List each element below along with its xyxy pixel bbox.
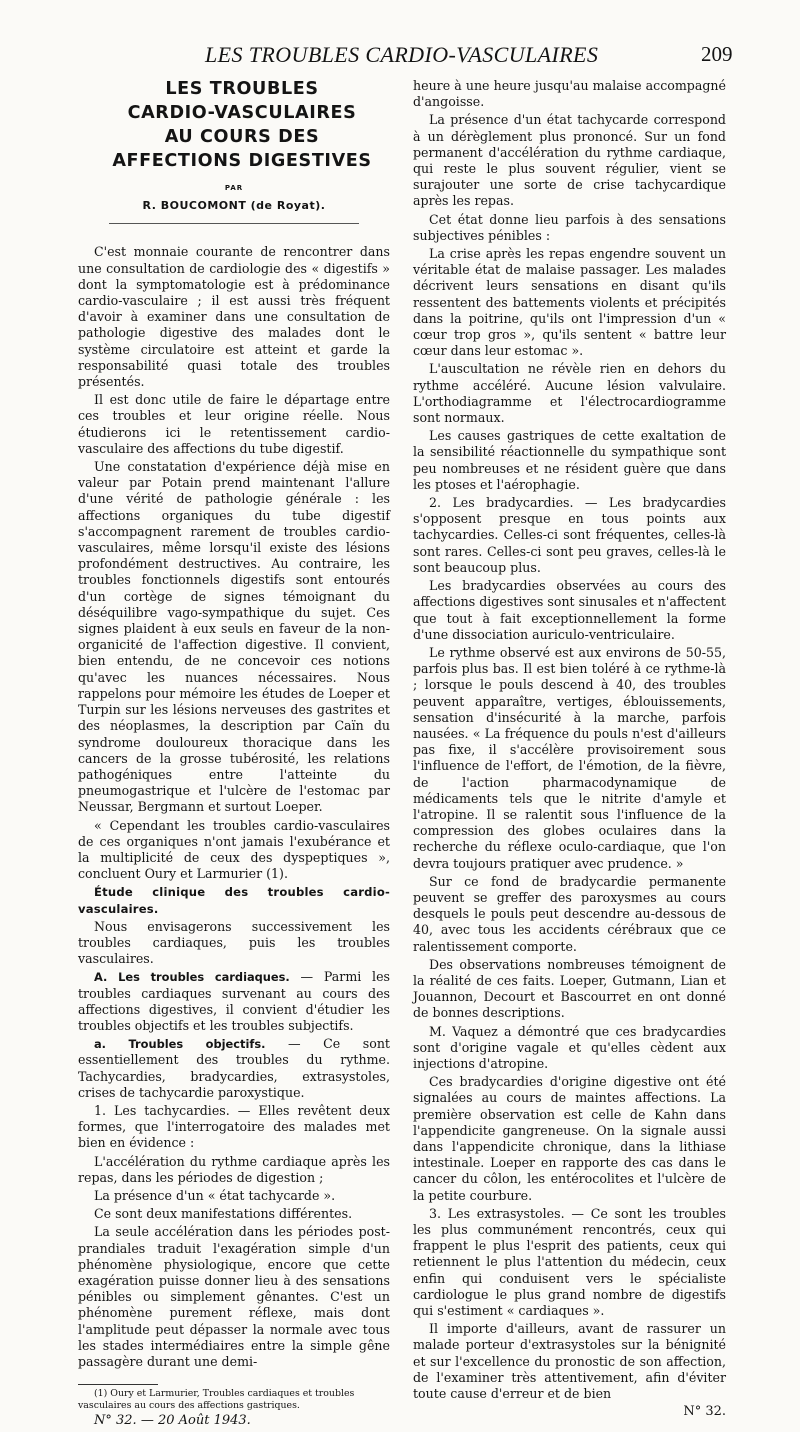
title-rule (109, 223, 359, 224)
paragraph: 3. Les extrasystoles. — Ce sont les troubles les plus communément rencontrés, ceux qui frappent le plus l'esprit des patients, ceux qui retiennent le plus l'attention du médecin, ceux enfin qui conduisent vers le spécialiste cardiologue le plus grand nombre de digestifs qui s'estiment « cardiaques ». (413, 1205, 726, 1319)
article-title (78, 78, 390, 172)
byline-par: PAR (224, 184, 244, 192)
paragraph: heure à une heure jusqu'au malaise accompagné d'angoisse. (413, 78, 726, 110)
issue-line: N° 32. — 20 Août 1943. (94, 1413, 251, 1429)
paragraph: Nous envisagerons successivement les troubles cardiaques, puis les troubles vasculaires. (78, 918, 390, 967)
author: R. BOUCOMONT (de Royat). (142, 199, 326, 213)
subsection-text: — Ce sont essentiellement des troubles du rythme. Tachycardies, bradycardies, extrasystoles, crises de tachycardie paroxystique. (78, 1036, 390, 1100)
title-line: CARDIO-VASCULAIRES (127, 103, 357, 123)
paragraph: La présence d'un état tachycarde correspond à un dérèglement plus prononcé. Sur un fond permanent d'accélération du rythme cardiaque, qui reste le plus souvent régulier, vient se surajouter une sorte de crise tachycardique après les repas. (413, 112, 726, 209)
paragraph: La crise après les repas engendre souvent un véritable état de malaise passager. Les malades décrivent leurs sensations en disant qu'ils ressentent des battements violents et précipités dans la poitrine, qu'ils ont l'impression d'un « cœur trop gros », qu'ils sentent « battre leur cœur dans leur estomac ». (413, 246, 726, 359)
paragraph: L'accélération du rythme cardiaque après les repas, dans les périodes de digestion ; (78, 1153, 390, 1185)
paragraph: La seule accélération dans les périodes post-prandiales traduit l'exagération simple d'un phénomène physiologique, encore que cette exagération puisse donner lieu à des sensations pénibles ou simplement gênantes. C'est un phénomène purement réflexe, mais dont l'amplitude peut dépasser la normale avec tous les stades intermédiaires entre la simple gêne passagère durant une demi- (78, 1224, 390, 1370)
paragraph (78, 1036, 390, 1101)
footnote-rule (78, 1384, 158, 1385)
paragraph: Sur ce fond de bradycardie permanente peuvent se greffer des paroxysmes au cours desquels le pouls peut descendre au-dessous de 40, avec tous les accidents cérébraux que ce ralentissement comporte. (413, 873, 726, 954)
paragraph: Ces bradycardies d'origine digestive ont été signalées au cours de maintes affections. La première observation est celle de Kahn dans l'appendicite gangreneuse. On la signale aussi dans l'appendicite chronique, dans la lithiase intestinale. Loeper en rapporte des cas dans le cancer du côlon, les entérocolites et l'ulcère de la petite courbure. (413, 1074, 726, 1203)
paragraph: Le rythme observé est aux environs de 50-55, parfois plus bas. Il est bien toléré à ce rythme-là ; lorsque le pouls descend à 40, des troubles peuvent apparaître, vertiges, éblouissements, sensation d'insécurité à la marche, parfois nausées. « La fréquence du pouls n'est d'ailleurs pas fixe, il s'accélère provisoirement sous l'influence de l'effort, de l'émotion, de la fièvre, de l'action pharmacodynamique de médicaments tels que le nitrite d'amyle et l'atropine. Il se ralentit sous l'influence de la compression des globes oculaires dans la recherche du réflexe oculo-cardiaque, que l'on devra toujours pratiquer avec prudence. » (413, 644, 726, 871)
paragraph: Les bradycardies observées au cours des affections digestives sont sinusales et n'affectent que tout à fait exceptionnellement la forme d'une dissociation auriculo-ventriculaire. (413, 578, 726, 642)
subsection-text: — Parmi les troubles cardiaques survenant au cours des affections digestives, il convient d'étudier les troubles objectifs et les troubles subjectifs. (78, 969, 390, 1033)
paragraph: Il est donc utile de faire le départage entre ces troubles et leur origine réelle. Nous étudierons ici le retentissement cardio-vasculaire des affections du tube digestif. (78, 392, 390, 456)
left-column (78, 78, 390, 1432)
paragraph: L'auscultation ne révèle rien en dehors du rythme accéléré. Aucune lésion valvulaire. L'orthodiagramme et l'électrocardiogramme sont normaux. (413, 361, 726, 426)
paragraph: « Cependant les troubles cardio-vasculaires de ces organiques n'ont jamais l'exubérance et la multiplicité de ceux des dyspeptiques », concluent Oury et Larmurier (1). (78, 817, 390, 882)
paragraph: Les causes gastriques de cette exaltation de la sensibilité réactionnelle du sympathique sont peu nombreuses et ne résident guère que dans les ptoses et l'aérophagie. (413, 428, 726, 492)
paragraph: Cet état donne lieu parfois à des sensations subjectives pénibles : (413, 211, 726, 243)
subsection-label: A. Les troubles cardiaques. (94, 970, 290, 985)
paragraph: La présence d'un « état tachycarde ». (94, 1187, 336, 1203)
paragraph: Ce sont deux manifestations différentes. (94, 1206, 353, 1222)
paragraph: C'est monnaie courante de rencontrer dans une consultation de cardiologie des « digestifs » dont la symptomatologie est à prédominance cardio-vasculaire ; il est aussi très fréquent d'avoir à examiner dans une consultation de pathologie digestive des malades dont le système circulatoire est atteint et garde la responsabilité quasi totale des troubles présentés. (78, 244, 390, 390)
paragraph: Des observations nombreuses témoignent de la réalité de ces faits. Loeper, Gutmann, Lian et Jouannon, Decourt et Bascourret en ont donné de bonnes descriptions. (413, 956, 726, 1021)
right-column (413, 78, 726, 1422)
page-number: 209 (701, 42, 733, 66)
paragraph: M. Vaquez a démontré que ces bradycardies sont d'origine vagale et qu'elles cèdent aux injections d'atropine. (413, 1023, 726, 1071)
issue-number: N° 32. (683, 1404, 726, 1420)
title-line: LES TROUBLES (165, 79, 319, 99)
title-line: AFFECTIONS DIGESTIVES (112, 151, 372, 171)
running-title: LES TROUBLES CARDIO-VASCULAIRES (205, 42, 599, 67)
title-line: AU COURS DES (164, 127, 320, 147)
running-header (0, 42, 800, 72)
paragraph: Une constatation d'expérience déjà mise en valeur par Potain prend maintenant l'allure d'une vérité de pathologie générale : les affections organiques du tube digestif s'accompagnent rarement de troubles cardio-vasculaires, même lorsqu'il existe des lésions profondément destructives. Au contraire, les troubles fonctionnels digestifs sont entourés d'un cortège de signes témoignant du déséquilibre vago-sympathique du sujet. Ces signes plaident à eux seuls en faveur de la non-organicité de l'affection digestive. Il convient, bien entendu, de ne concevoir ces notions qu'avec les nuances nécessaires. Nous rappelons pour mémoire les études de Loeper et Turpin sur les lésions nerveuses des gastrites et des néoplasmes, la description par Caïn du syndrome douloureux thoracique dans les cancers de la grosse tubérosité, les relations pathogéniques entre l'atteinte du pneumogastrique et l'ulcère de l'estomac par Neussar, Bergmann et surtout Loeper. (78, 459, 390, 815)
paragraph (78, 969, 390, 1034)
paragraph: 2. Les bradycardies. — Les bradycardies s'opposent presque en tous points aux tachycardies. Celles-ci sont fréquentes, celles-là sont rares. Celles-ci sont peu graves, celles-là le sont beaucoup plus. (413, 495, 726, 575)
paragraph: 1. Les tachycardies. — Elles revêtent deux formes, que l'interrogatoire des malades met bien en évidence : (78, 1102, 390, 1151)
section-heading: Étude clinique des troubles cardio-vasculaires. (78, 885, 390, 916)
subsection-label: a. Troubles objectifs. (94, 1037, 266, 1052)
footnote: (1) Oury et Larmurier, Troubles cardiaques et troubles vasculaires au cours des affections gastriques. (78, 1388, 355, 1411)
paragraph: Il importe d'ailleurs, avant de rassurer un malade porteur d'extrasystoles sur la bénignité et sur l'excellence du pronostic de son affection, de l'examiner très attentivement, afin d'éviter toute cause d'erreur et de bien (413, 1321, 726, 1402)
